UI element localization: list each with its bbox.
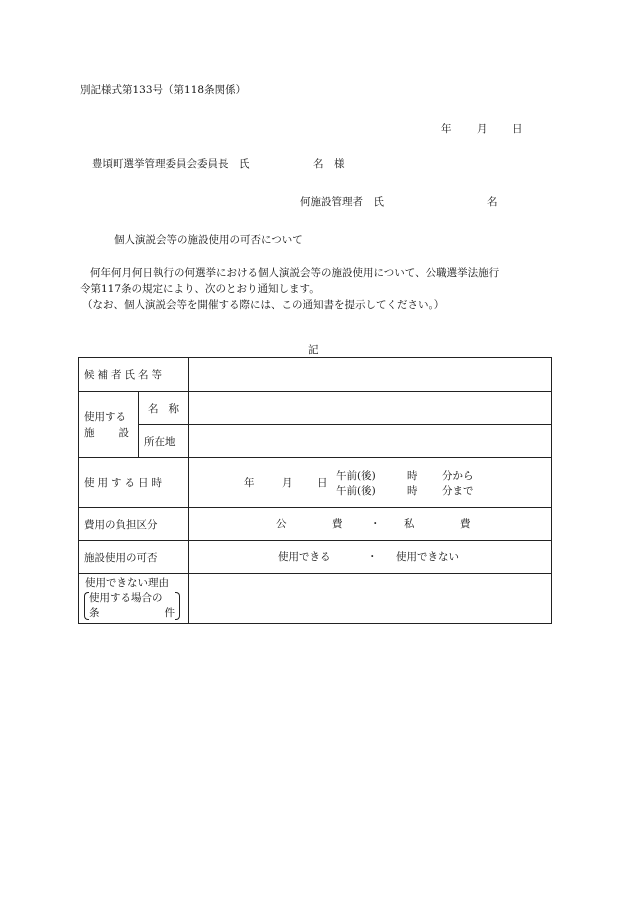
facility-address-field[interactable] (189, 425, 552, 458)
body-line-2: 令第117条の規定により、次のとおり通知します。 (80, 283, 320, 295)
row-reason (79, 574, 552, 624)
cost-field[interactable] (189, 508, 552, 541)
date-year: 年 (441, 123, 452, 135)
reason-label-line1: 使用できない理由 (85, 577, 169, 589)
facility-label (79, 392, 139, 458)
facility-name-label (139, 392, 189, 425)
reason-label-char-b: 件 (164, 607, 175, 619)
dt-to-hour: 時 (407, 484, 418, 497)
subject: 個人演説会等の施設使用の可否について (114, 234, 303, 246)
candidate-label: 候補者氏名等 (79, 358, 189, 392)
datetime-label: 使用する日時 (79, 458, 189, 508)
facility-use-table (78, 357, 552, 624)
reason-label (79, 574, 189, 624)
reason-label-line3 (89, 606, 175, 621)
facility-label-char-b: 設 (118, 426, 129, 439)
dt-to-min: 分まで (442, 484, 474, 497)
facility-label-line2 (84, 425, 133, 441)
reason-label-char-a: 条 (89, 607, 100, 619)
facility-name-char-b: 称 (168, 402, 179, 415)
body-line-1: 何年何月何日執行の何選挙における個人演説会等の施設使用について、公職選挙法施行 (90, 267, 500, 279)
facility-label-line1: 使用する (84, 410, 126, 423)
permit-field[interactable] (189, 541, 552, 574)
row-permit (79, 541, 552, 574)
dt-year: 年 (244, 476, 255, 489)
dt-month: 月 (282, 476, 293, 489)
dt-to-ampm: 午前(後) (336, 484, 376, 497)
cost-separator: ・ (370, 518, 381, 530)
cost-public-a: 公 (276, 518, 287, 530)
body-text (80, 265, 560, 313)
dt-from-min: 分から (442, 469, 474, 482)
dt-day: 日 (317, 476, 328, 489)
facility-name-field[interactable] (189, 392, 552, 425)
row-facility-name (79, 392, 552, 425)
reason-field[interactable] (189, 574, 552, 624)
permit-no[interactable]: 使用できない (396, 551, 459, 563)
row-candidate (79, 358, 552, 392)
dt-from-hour: 時 (407, 469, 418, 482)
dt-from-ampm: 午前(後) (336, 469, 376, 482)
reason-label-bracketed (85, 591, 179, 621)
row-cost (79, 508, 552, 541)
reason-label-line2: 使用する場合の (89, 592, 163, 604)
row-datetime (79, 458, 552, 508)
permit-yes[interactable]: 使用できる (278, 551, 331, 563)
addressee-title: 豊頃町選挙管理委員会委員長 氏 (92, 158, 250, 170)
permit-separator: ・ (367, 551, 378, 563)
form-number: 別記様式第133号（第118条関係） (80, 84, 247, 96)
cost-label: 費用の負担区分 (79, 508, 189, 541)
cost-public-b: 費 (332, 518, 343, 530)
sender-title: 何施設管理者 氏 (300, 196, 384, 208)
datetime-field[interactable] (189, 458, 552, 508)
date-month: 月 (477, 123, 488, 135)
date-day: 日 (512, 123, 523, 135)
facility-address-label: 所在地 (139, 425, 189, 458)
cost-private-a: 私 (404, 518, 415, 530)
cost-private-b: 費 (460, 518, 471, 530)
permit-label: 施設使用の可否 (79, 541, 189, 574)
facility-name-char-a: 名 (148, 402, 159, 415)
row-facility-address (79, 425, 552, 458)
record-heading: 記 (308, 344, 319, 356)
sender-name-suffix: 名 (487, 196, 498, 208)
addressee-name-suffix: 名 様 (313, 158, 345, 170)
body-note: （なお、個人演説会等を開催する際には、この通知書を提示してください。） (82, 299, 445, 311)
candidate-field[interactable] (189, 358, 552, 392)
facility-label-char-a: 施 (84, 426, 95, 439)
